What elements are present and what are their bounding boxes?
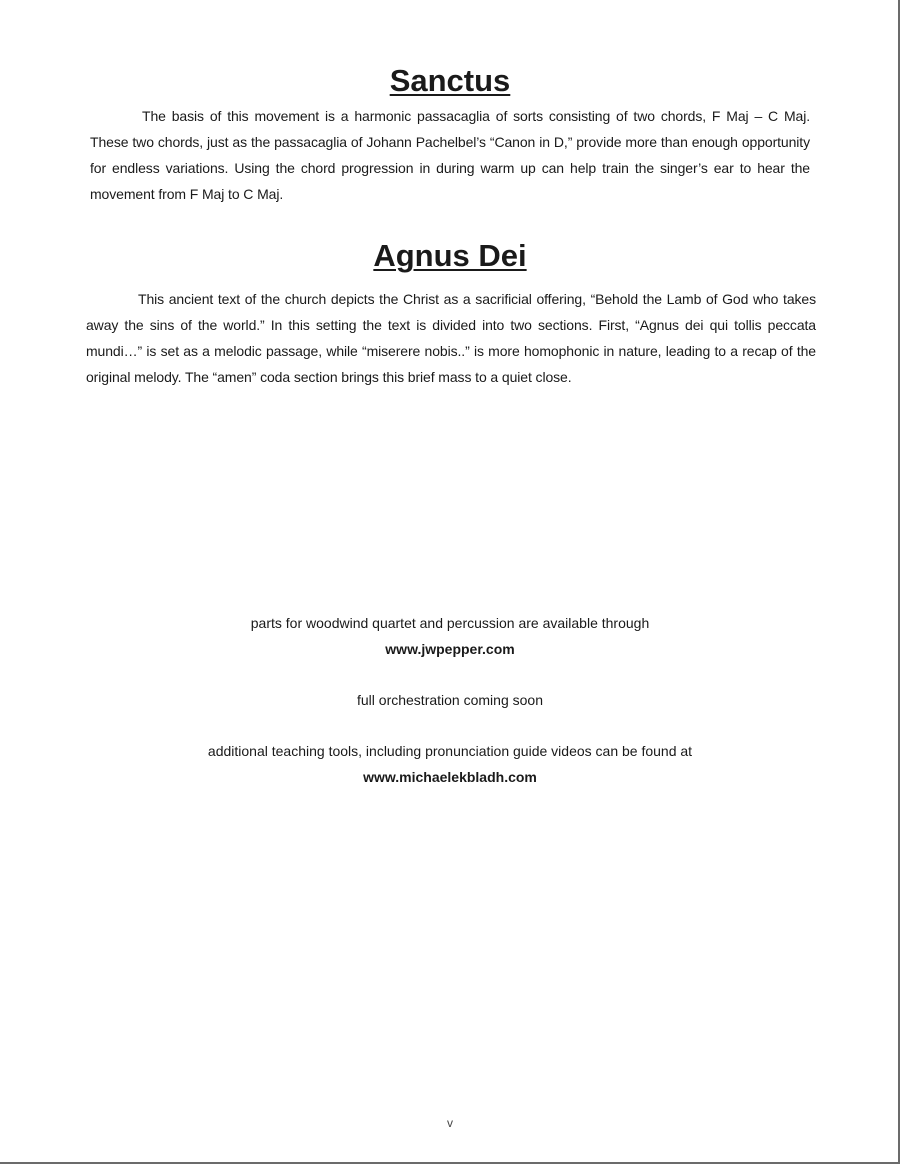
agnus-dei-paragraph: This ancient text of the church depicts the Christ as a sacrificial offering, “Behold the Lamb of God who takes away the sins of the world.” In this setting the text is divided into two sections. First, “Agnus dei qui tollis peccata mundi…” is set as a melodic passage, while “miserere nobis..” is more homophonic in nature, leading to a recap of the original melody. The “amen” coda section brings this brief mass to a quiet close.	[86, 291, 816, 385]
parts-availability-text: parts for woodwind quartet and percussion are available through	[250, 615, 650, 631]
sanctus-heading: Sanctus	[389, 63, 511, 98]
orchestration-notice: full orchestration coming soon	[357, 692, 543, 708]
teaching-tools-text: additional teaching tools, including pronunciation guide videos can be found at	[207, 743, 693, 759]
michaelekbladh-link[interactable]: www.michaelekbladh.com	[363, 769, 537, 785]
michaelekbladh-link-line	[0, 769, 900, 785]
jwpepper-link-line	[0, 641, 900, 657]
jwpepper-link[interactable]: www.jwpepper.com	[385, 641, 515, 657]
agnus-dei-heading: Agnus Dei	[373, 238, 527, 273]
page-number: v	[447, 1116, 453, 1130]
sanctus-paragraph: The basis of this movement is a harmonic passacaglia of sorts consisting of two chords, F Maj – C Maj. These two chords, just as the passacaglia of Johann Pachelbel’s “Canon in D,” provide more than enough opportunity for endless variations. Using the chord progression in during warm up can help train the singer’s ear to hear the movement from F Maj to C Maj.	[90, 108, 810, 202]
